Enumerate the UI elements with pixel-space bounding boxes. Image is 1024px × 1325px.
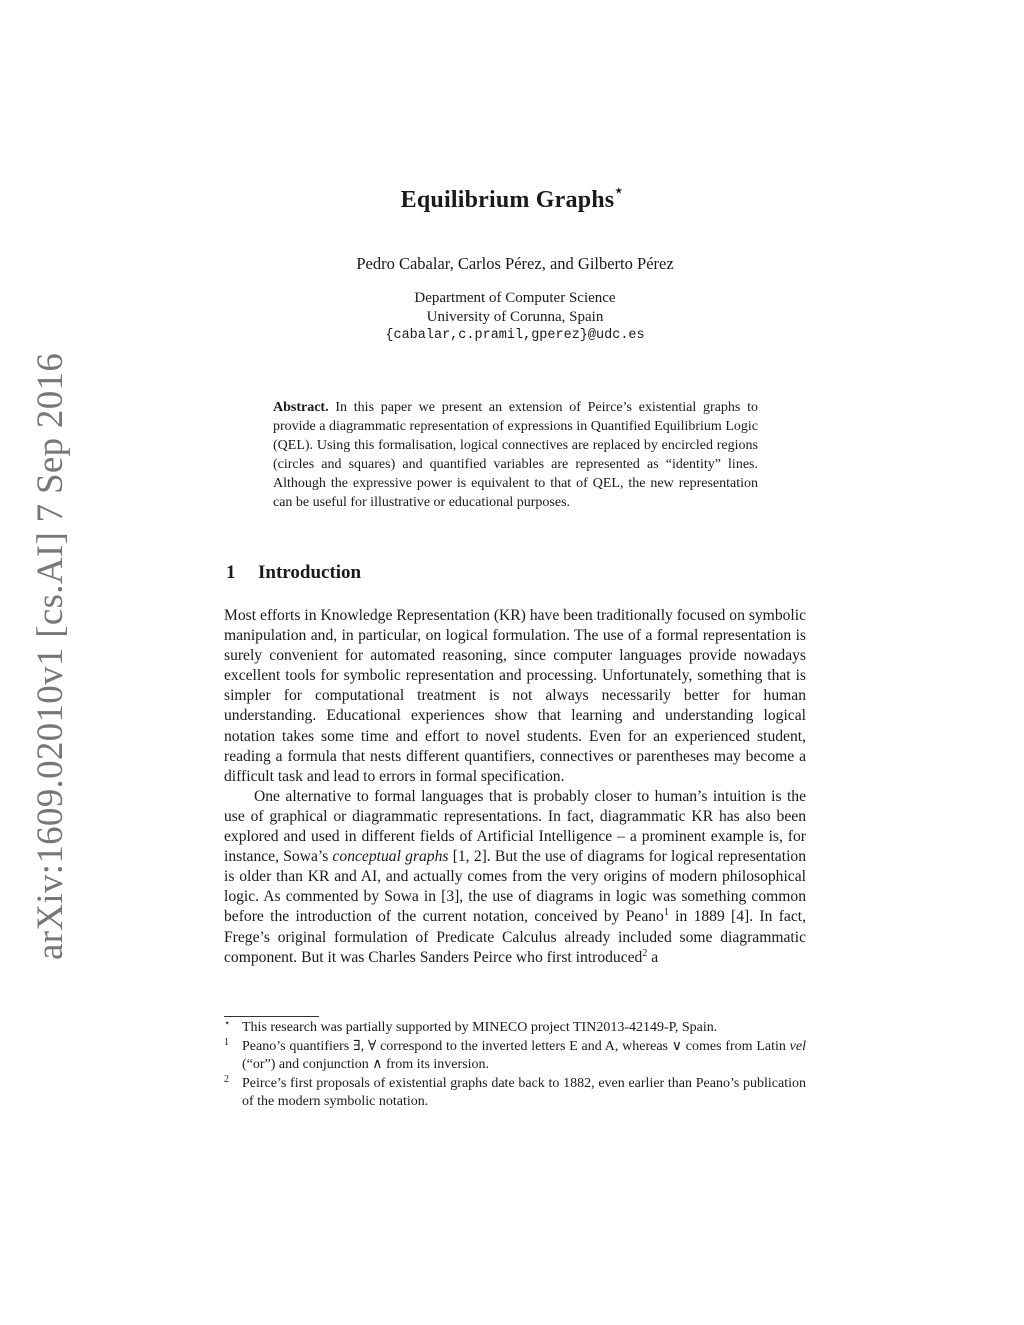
vel-emphasis: vel [789, 1038, 806, 1054]
footnote-text: Peirce’s first proposals of existential graphs date back to 1882, even earlier than Peano’s publication of the modern symbolic notation. [242, 1075, 806, 1109]
footnote-ref-1: 1 [663, 907, 669, 919]
arxiv-identifier: arXiv:1609.02010v1 [cs.AI] 7 Sep 2016 [30, 352, 71, 960]
section-title: Introduction [258, 562, 362, 583]
footnote-ref-2: 2 [642, 947, 648, 959]
footnote-text: This research was partially supported by MINECO project TIN2013-42149-P, Spain. [242, 1020, 718, 1035]
title-footnote-mark: ⋆ [614, 184, 624, 199]
paragraph-2: One alternative to formal languages that is probably closer to human’s intuition is the use of graphical or diagrammatic representations. In fact, diagrammatic KR has also been explored and used in different fields of Artificial Intelligence – a prominent example is, for instance, Sowa’s conceptual graphs [1, 2]. But the use of diagrams for logical representation is older than KR and AI, and actually comes from the very origins of modern philosophical logic. As commented by Sowa in [3], the use of diagrams in logic was something common before the introduction of the current notation, conceived by Peano$^1$ in 1889 [4]. In fact, Frege’s original formulation of Predicate Calculus already included some diagrammatic component. But it was Charles Sanders Peirce who first introduced$^2$ a [224, 787, 806, 966]
abstract-label: Abstract. [273, 400, 329, 415]
footnote-2 [224, 1075, 806, 1112]
footnotes [224, 1019, 806, 1112]
footnote-divider [224, 1016, 319, 1017]
abstract [273, 398, 758, 512]
title-text: Equilibrium Graphs [400, 187, 615, 213]
paragraph-1: Most efforts in Knowledge Representation (KR) have been traditionally focused on symbolic manipulation and, in particular, on logical formulation. The use of a formal representation is surely convenient for automated reasoning, since computer languages provide nowadays excellent tools for symbolic representation and processing. Unfortunately, something that is simpler for computational treatment is not always necessarily better for human understanding. Educational experiences show that learning and understanding logical notation takes some time and effort to novel students. Even for an experienced student, reading a formula that nests different quantifiers, connectives or parentheses may become a difficult task and lead to errors in formal specification. [224, 607, 806, 785]
affiliation-email: {cabalar,c.pramil,gperez}@udc.es [385, 328, 645, 343]
affiliation-department: Department of Computer Science [414, 290, 616, 306]
authors: Pedro Cabalar, Carlos Pérez, and Gilberto Pérez [356, 254, 674, 273]
affiliation-university: University of Corunna, Spain [426, 309, 604, 325]
paper-title [0, 186, 1024, 214]
section-heading [226, 562, 361, 584]
footnote-mark: 2 [224, 1073, 229, 1085]
abstract-text: In this paper we present an extension of Peirce’s existential graphs to provide a diagrammatic representation of expressions in Quantified Equilibrium Logic (QEL). Using this formalisation, logical connectives are replaced by encircled regions (circles and squares) and quantified variables are represented as “identity” lines. Although the expressive power is equivalent to that of QEL, the new representation can be useful for illustrative or educational purposes. [273, 400, 758, 510]
conceptual-graphs-emphasis: conceptual graphs [332, 848, 449, 866]
footnote-star [224, 1019, 806, 1038]
section-number: 1 [226, 562, 236, 583]
footnote-1: 1 Peano’s quantifiers ∃, ∀ correspond to the inverted letters E and A, whereas ∨ comes from Latin vel (“or”) and conjunction ∧ from its inversion. [224, 1038, 806, 1075]
body-text [224, 606, 806, 968]
footnote-mark: ⋆ [224, 1018, 231, 1029]
footnote-mark: 1 [224, 1036, 229, 1048]
